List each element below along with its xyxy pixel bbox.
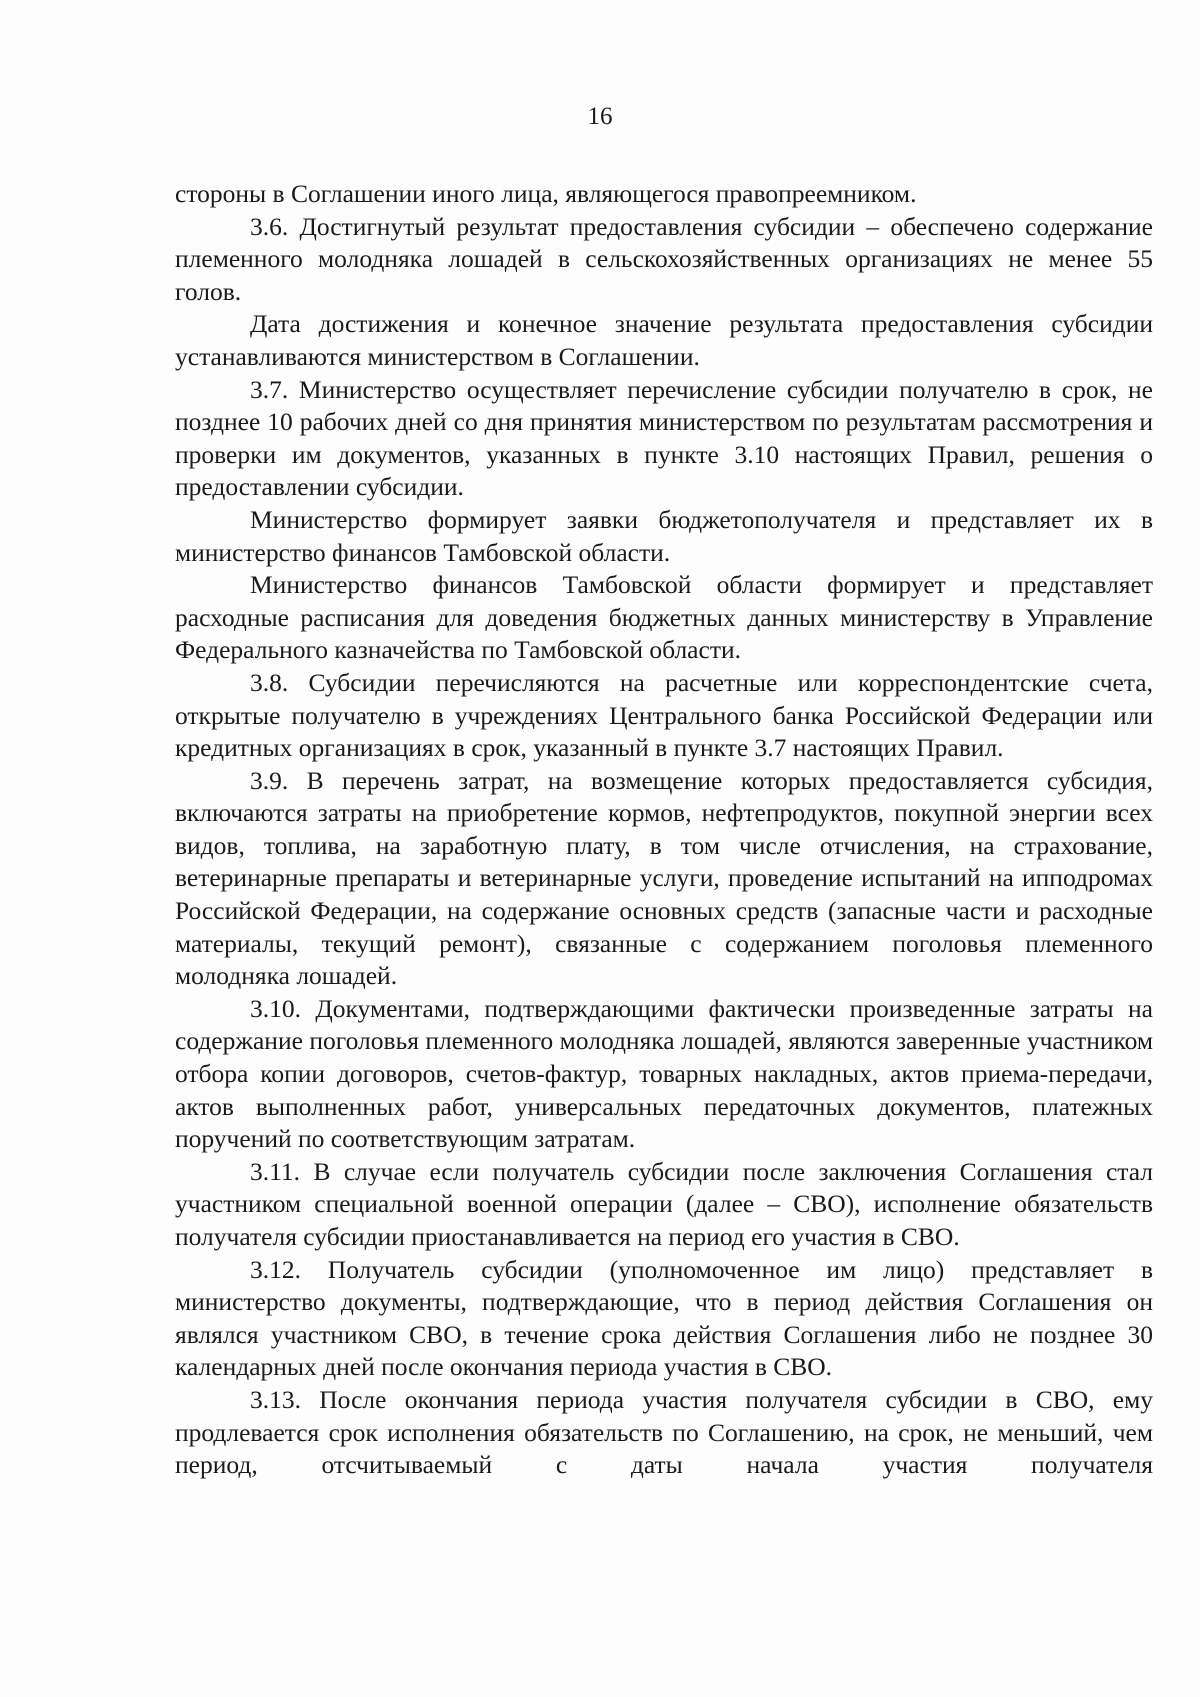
- paragraph-3-13: 3.13. После окончания периода участия получателя субсидии в СВО, ему продлевается срок исполнения обязательств по Соглашению, на срок, не меньший, чем период, отсчитываемый с даты начала участия получателя: [175, 1384, 1153, 1480]
- paragraph-result-date: Дата достижения и конечное значение результата предоставления субсидии устанавливаются министерством в Соглашении.: [175, 309, 1153, 371]
- paragraph-3-10: 3.10. Документами, подтверждающими фактически произведенные затраты на содержание поголовья племенного молодняка лошадей, являются заверенные участником отбора копии договоров, счетов-фактур, товарных накладных, актов приема-передачи, актов выполненных работ, универсальных передаточных документов, платежных поручений по соответствующим затратам.: [175, 993, 1153, 1154]
- paragraph-3-12: 3.12. Получатель субсидии (уполномоченное им лицо) представляет в министерство документы, подтверждающие, что в период действия Соглашения он являлся участником СВО, в течение срока действия Соглашения либо не позднее 30 календарных дней после окончания периода участия в СВО.: [175, 1254, 1153, 1382]
- page-number: 16: [587, 103, 613, 130]
- document-body: [175, 178, 1153, 1482]
- paragraph-3-11: 3.11. В случае если получатель субсидии после заключения Соглашения стал участником специальной военной операции (далее – СВО), исполнение обязательств получателя субсидии приостанавливается на период его участия в СВО.: [175, 1156, 1153, 1251]
- paragraph-3-7: 3.7. Министерство осуществляет перечисление субсидии получателю в срок, не позднее 10 рабочих дней со дня принятия министерством по результатам рассмотрения и проверки им документов, указанных в пункте 3.10 настоящих Правил, решения о предоставлении субсидии.: [175, 374, 1153, 502]
- paragraph-finance-ministry: Министерство финансов Тамбовской области формирует и представляет расходные расписания для доведения бюджетных данных министерству в Управление Федерального казначейства по Тамбовской области.: [175, 570, 1153, 665]
- paragraph-3-9: 3.9. В перечень затрат, на возмещение которых предоставляется субсидия, включаются затраты на приобретение кормов, нефтепродуктов, покупной энергии всех видов, топлива, на заработную плату, в том числе отчисления, на страхование, ветеринарные препараты и ветеринарные услуги, проведение испытаний на ипподромах Российской Федерации, на содержание основных средств (запасные части и расходные материалы, текущий ремонт), связанные с содержанием поголовья племенного молодняка лошадей.: [175, 765, 1153, 991]
- paragraph-continuation: стороны в Соглашении иного лица, являющегося правопреемником.: [175, 179, 917, 208]
- paragraph-3-6: 3.6. Достигнутый результат предоставления субсидии – обеспечено содержание племенного молодняка лошадей в сельскохозяйственных организациях не менее 55 голов.: [175, 211, 1153, 306]
- paragraph-budget-requests: Министерство формирует заявки бюджетополучателя и представляет их в министерство финансов Тамбовской области.: [175, 504, 1153, 567]
- paragraph-3-8: 3.8. Субсидии перечисляются на расчетные или корреспондентские счета, открытые получателю в учреждениях Центрального банка Российской Федерации или кредитных организациях в срок, указанный в пункте 3.7 настоящих Правил.: [175, 667, 1153, 763]
